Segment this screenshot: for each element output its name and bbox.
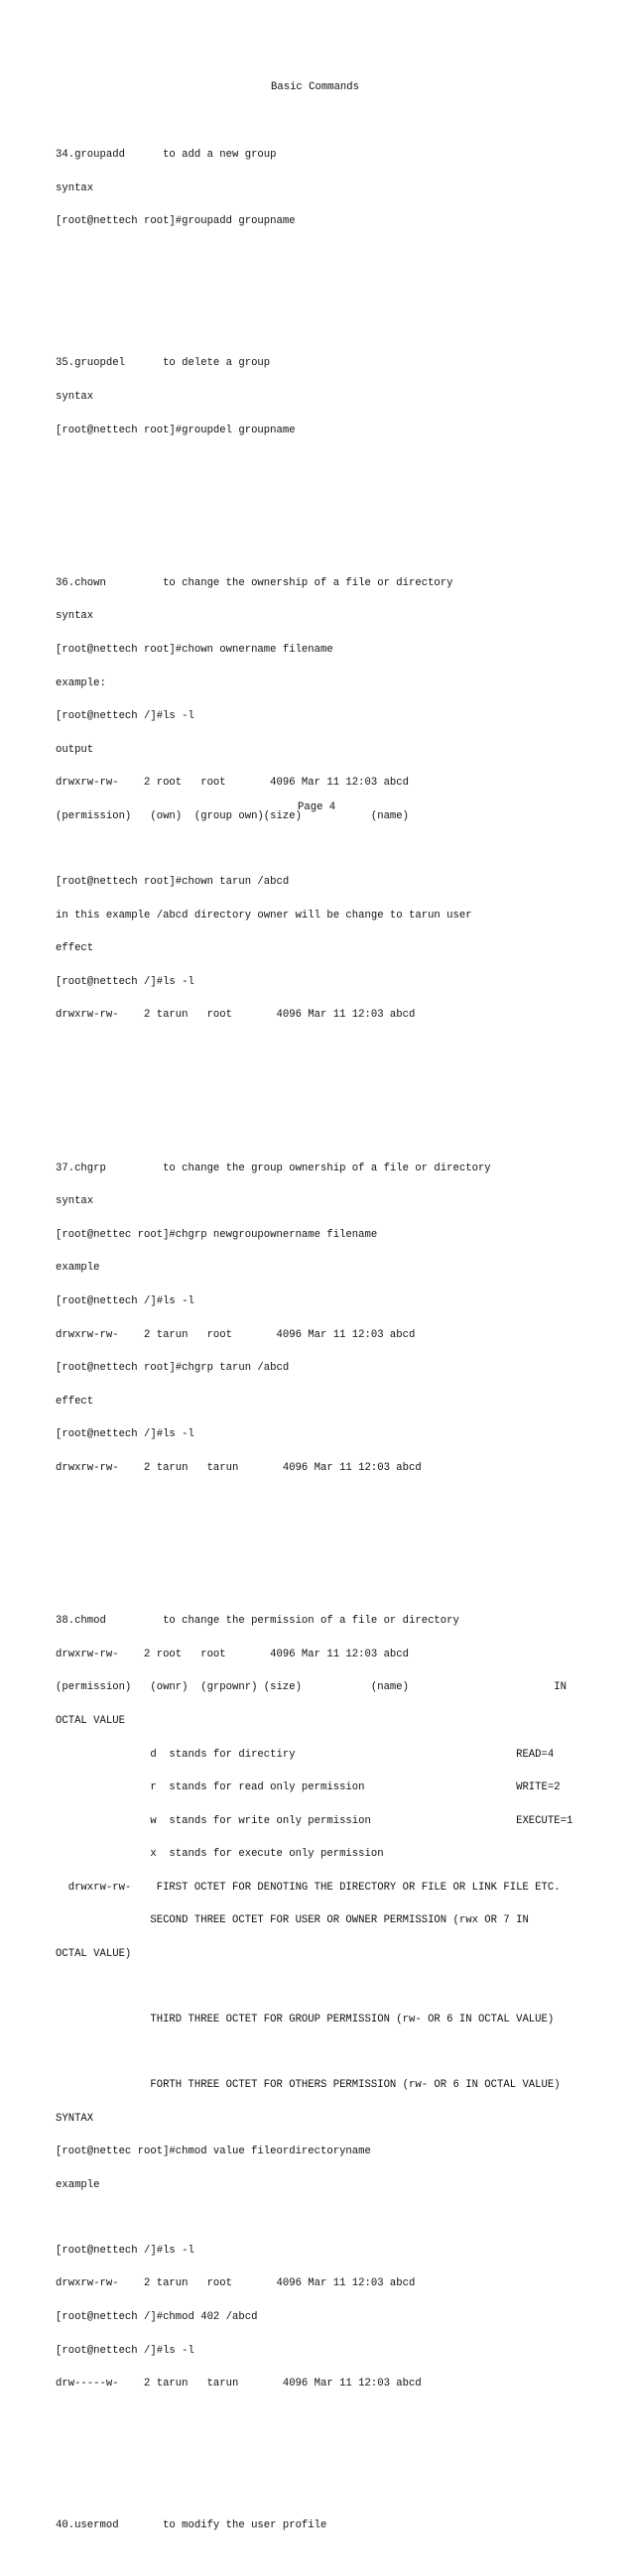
text-line: drwxrw-rw- FIRST OCTET FOR DENOTING THE DIRECTORY OR FILE OR LINK FILE ETC. <box>56 1881 561 1894</box>
page-number: Page 4 <box>298 801 336 813</box>
text-line: (permission) (ownr) (grpownr) (size) (name) IN <box>56 1681 567 1694</box>
text-line: [root@nettech /]#ls -l <box>56 710 194 723</box>
text-line: [root@nettech root]#chown ownername filename <box>56 644 333 657</box>
text-line: in this example /abcd directory owner will be change to tarun user <box>56 909 472 921</box>
section-chmod <box>56 1594 631 2412</box>
text-line: output <box>56 743 94 756</box>
text-line: OCTAL VALUE) <box>56 1948 132 1961</box>
section-usermod <box>56 2499 631 2554</box>
document-body <box>56 94 631 2576</box>
text-line: effect <box>56 942 94 955</box>
text-line: r stands for read only permission WRITE=2 <box>56 1781 561 1794</box>
text-line: 40.usermod to modify the user profile <box>56 2519 327 2532</box>
text-line: [root@nettech root]#chown tarun /abcd <box>56 875 290 888</box>
text-line: 37.chgrp to change the group ownership of a file or directory <box>56 1162 491 1174</box>
text-line: [root@nettech /]#ls -l <box>56 2344 194 2357</box>
page-title: Basic Commands <box>271 81 360 93</box>
text-line: OCTAL VALUE <box>56 1714 125 1727</box>
text-line: drw-----w- 2 tarun tarun 4096 Mar 11 12:03 abcd <box>56 2378 422 2391</box>
text-line: [root@nettech root]#chgrp tarun /abcd <box>56 1362 290 1375</box>
text-line: [root@nettech root]#groupdel groupname <box>56 424 296 436</box>
text-line: d stands for directiry READ=4 <box>56 1748 555 1761</box>
text-line: [root@nettec root]#chgrp newgroupownername filename <box>56 1228 378 1241</box>
text-line: drwxrw-rw- 2 tarun root 4096 Mar 11 12:03 abcd <box>56 1328 416 1341</box>
section-chown <box>56 555 631 1043</box>
text-line: THIRD THREE OCTET FOR GROUP PERMISSION (rw- OR 6 IN OCTAL VALUE) <box>56 2014 555 2026</box>
section-groupdel <box>56 336 631 458</box>
text-line: [root@nettec root]#chmod value fileordirectoryname <box>56 2146 371 2158</box>
text-line: example <box>56 2178 100 2191</box>
text-line: syntax <box>56 1195 94 1208</box>
text-line: syntax <box>56 391 94 404</box>
text-line: [root@nettech /]#chmod 402 /abcd <box>56 2311 258 2324</box>
text-line: SECOND THREE OCTET FOR USER OR OWNER PERMISSION (rwx OR 7 IN <box>56 1914 529 1927</box>
text-line: example <box>56 1262 100 1275</box>
text-line: x stands for execute only permission <box>56 1848 384 1861</box>
text-line: 36.chown to change the ownership of a file or directory <box>56 576 453 589</box>
text-line: SYNTAX <box>56 2112 94 2125</box>
section-chgrp <box>56 1141 631 1496</box>
text-line: syntax <box>56 182 94 194</box>
text-line: drwxrw-rw- 2 tarun tarun 4096 Mar 11 12:03 abcd <box>56 1461 422 1474</box>
text-line: syntax <box>56 610 94 623</box>
text-line: effect <box>56 1395 94 1408</box>
text-line: FORTH THREE OCTET FOR OTHERS PERMISSION (rw- OR 6 IN OCTAL VALUE) <box>56 2079 561 2092</box>
text-line: 34.groupadd to add a new group <box>56 149 277 162</box>
text-line: drwxrw-rw- 2 tarun root 4096 Mar 11 12:03 abcd <box>56 2277 416 2290</box>
text-line: [root@nettech /]#ls -l <box>56 1294 194 1307</box>
text-line: [root@nettech /]#ls -l <box>56 975 194 988</box>
text-line: drwxrw-rw- 2 root root 4096 Mar 11 12:03 abcd <box>56 1648 410 1660</box>
text-line: w stands for write only permission EXECUTE=1 <box>56 1814 573 1827</box>
text-line: [root@nettech /]#ls -l <box>56 1428 194 1441</box>
text-line: drwxrw-rw- 2 tarun root 4096 Mar 11 12:03 abcd <box>56 1009 416 1022</box>
text-line: [root@nettech root]#groupadd groupname <box>56 215 296 228</box>
text-line: 35.gruopdel to delete a group <box>56 357 271 370</box>
text-line: 38.chmod to change the permission of a file or directory <box>56 1615 459 1628</box>
text-line: example: <box>56 676 106 689</box>
text-line: (permission) (own) (group own)(size) (name) <box>56 809 410 822</box>
text-line: [root@nettech /]#ls -l <box>56 2244 194 2257</box>
section-groupadd <box>56 128 631 250</box>
text-line: drwxrw-rw- 2 root root 4096 Mar 11 12:03 abcd <box>56 777 410 790</box>
